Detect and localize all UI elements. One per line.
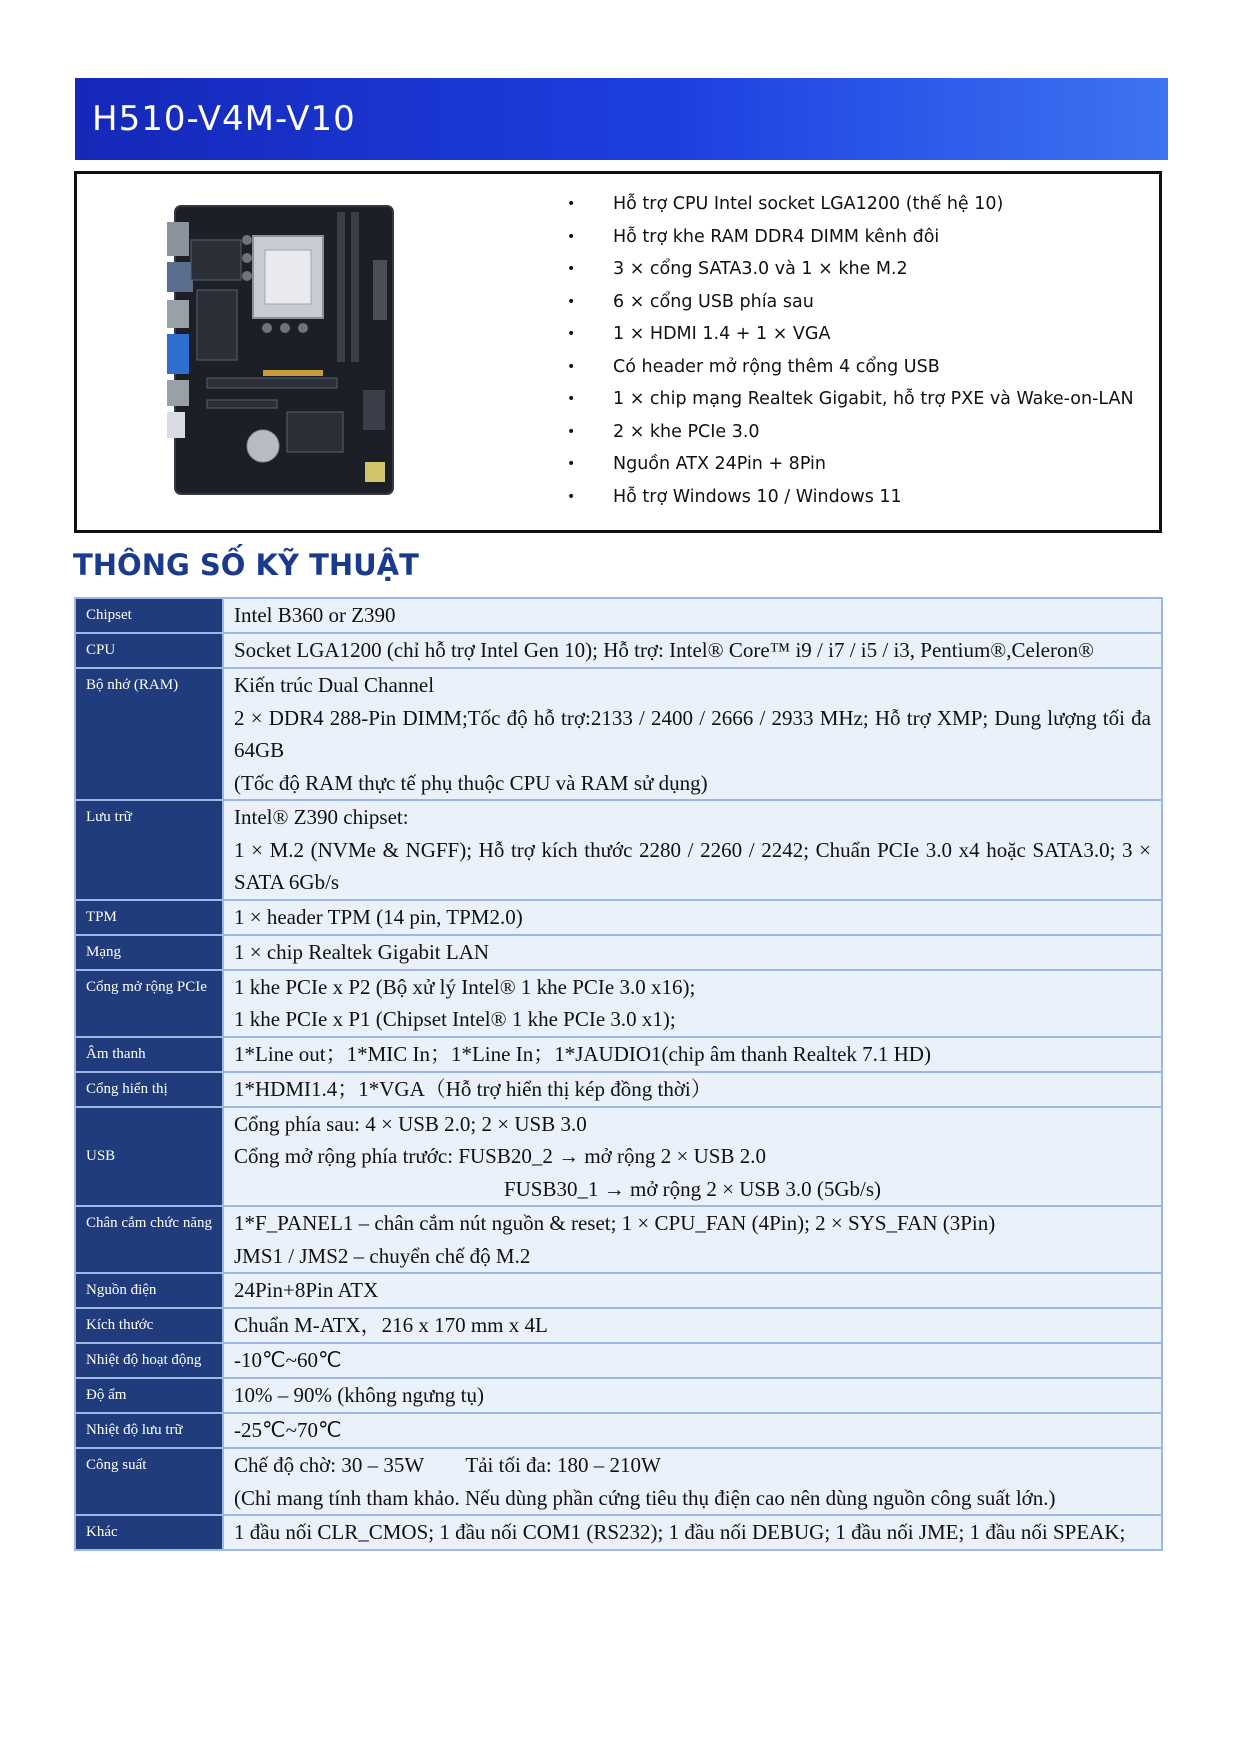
list-item: • 2 × khe PCIe 3.0 [567, 416, 1134, 449]
motherboard-image [167, 200, 397, 500]
spec-label: Nhiệt độ hoạt động [75, 1343, 223, 1378]
spec-value: Cổng phía sau: 4 × USB 2.0; 2 × USB 3.0 Cổng mở rộng phía trước: FUSB20_2 → mở rộng 2 × USB 2.0 FUSB30_1 → mở rộng 2 × USB 3.0 (5Gb/s) [223, 1107, 1162, 1207]
table-row [75, 1273, 1162, 1308]
spec-label: Cổng mở rộng PCIe [75, 970, 223, 1037]
section-title: THÔNG SỐ KỸ THUẬT [73, 548, 419, 582]
table-row [75, 1107, 1162, 1207]
bullet-icon: • [567, 391, 576, 407]
spec-label: Bộ nhớ (RAM) [75, 668, 223, 800]
table-row [75, 1206, 1162, 1273]
spec-value: -10℃~60℃ [223, 1343, 1162, 1378]
spec-label: Mạng [75, 935, 223, 970]
table-row [75, 1072, 1162, 1107]
spec-value: 1*Line out；1*MIC In；1*Line In；1*JAUDIO1(chip âm thanh Realtek 7.1 HD) [223, 1037, 1162, 1072]
spec-label: Khác [75, 1515, 223, 1550]
spec-value: Intel B360 or Z390 [223, 598, 1162, 633]
bullet-icon: • [567, 488, 576, 505]
list-item: • Hỗ trợ khe RAM DDR4 DIMM kênh đôi [567, 221, 1134, 254]
spec-label: TPM [75, 900, 223, 935]
spec-label: Chân cắm chức năng [75, 1206, 223, 1273]
bullet-icon: • [567, 423, 576, 440]
spec-value: Kiến trúc Dual Channel 2 × DDR4 288-Pin DIMM;Tốc độ hỗ trợ:2133 / 2400 / 2666 / 2933 MHz; Hỗ trợ XMP; Dung lượng tối đa 64GB (Tốc độ RAM thực tế phụ thuộc CPU và RAM sử dụng) [223, 668, 1162, 800]
spec-label: Lưu trữ [75, 800, 223, 900]
spec-table [74, 597, 1163, 1551]
title-bar [75, 78, 1168, 160]
table-row [75, 1413, 1162, 1448]
bullet-icon: • [567, 456, 576, 472]
bullet-icon: • [567, 228, 576, 245]
table-row [75, 598, 1162, 633]
spec-label: Cổng hiển thị [75, 1072, 223, 1107]
list-item: • 3 × cổng SATA3.0 và 1 × khe M.2 [567, 253, 1134, 286]
feature-list [567, 188, 1134, 513]
spec-value: 1*HDMI1.4；1*VGA（Hỗ trợ hiển thị kép đồng thời） [223, 1072, 1162, 1107]
spec-label: USB [75, 1107, 223, 1207]
spec-label: Công suất [75, 1448, 223, 1515]
spec-value: Chế độ chờ: 30 – 35W Tải tối đa: 180 – 210W (Chỉ mang tính tham khảo. Nếu dùng phần cứng tiêu thụ điện cao nên dùng nguồn công suất lớn.) [223, 1448, 1162, 1515]
spec-label: Độ ẩm [75, 1378, 223, 1413]
spec-value: 10% – 90% (không ngưng tụ) [223, 1378, 1162, 1413]
table-row [75, 970, 1162, 1037]
list-item: • 1 × chip mạng Realtek Gigabit, hỗ trợ PXE và Wake-on-LAN [567, 383, 1134, 416]
bullet-icon: • [567, 293, 576, 310]
table-row [75, 1515, 1162, 1550]
table-row [75, 800, 1162, 900]
spec-label: Âm thanh [75, 1037, 223, 1072]
product-title: H510-V4M-V10 [92, 99, 356, 139]
list-item: • 1 × HDMI 1.4 + 1 × VGA [567, 318, 1134, 351]
spec-value: 1*F_PANEL1 – chân cắm nút nguồn & reset; 1 × CPU_FAN (4Pin); 2 × SYS_FAN (3Pin) JMS1 / JMS2 – chuyển chế độ M.2 [223, 1206, 1162, 1273]
bullet-icon: • [567, 261, 576, 277]
table-row [75, 1343, 1162, 1378]
spec-value: Chuẩn M-ATX，216 x 170 mm x 4L [223, 1308, 1162, 1343]
table-row [75, 1378, 1162, 1413]
table-row [75, 935, 1162, 970]
spec-label: Nhiệt độ lưu trữ [75, 1413, 223, 1448]
spec-value: -25℃~70℃ [223, 1413, 1162, 1448]
list-item: • Hỗ trợ CPU Intel socket LGA1200 (thế hệ 10) [567, 188, 1134, 221]
spec-value: 1 đầu nối CLR_CMOS; 1 đầu nối COM1 (RS232); 1 đầu nối DEBUG; 1 đầu nối JME; 1 đầu nối SPEAK; [223, 1515, 1162, 1550]
table-row [75, 1037, 1162, 1072]
spec-value: 24Pin+8Pin ATX [223, 1273, 1162, 1308]
bullet-icon: • [567, 358, 576, 375]
spec-label: Chipset [75, 598, 223, 633]
spec-value: 1 × header TPM (14 pin, TPM2.0) [223, 900, 1162, 935]
bullet-icon: • [567, 196, 576, 212]
table-row [75, 900, 1162, 935]
list-item: • Nguồn ATX 24Pin + 8Pin [567, 448, 1134, 481]
spec-value: Socket LGA1200 (chỉ hỗ trợ Intel Gen 10); Hỗ trợ: Intel® Core™ i9 / i7 / i5 / i3, Pentium®,Celeron® [223, 633, 1162, 668]
list-item: • 6 × cổng USB phía sau [567, 286, 1134, 319]
table-row [75, 1448, 1162, 1515]
spec-value: Intel® Z390 chipset: 1 × M.2 (NVMe & NGFF); Hỗ trợ kích thước 2280 / 2260 / 2242; Chuẩn PCIe 3.0 x4 hoặc SATA3.0; 3 × SATA 6Gb/s [223, 800, 1162, 900]
spec-value: 1 khe PCIe x P2 (Bộ xử lý Intel® 1 khe PCIe 3.0 x16); 1 khe PCIe x P1 (Chipset Intel® 1 khe PCIe 3.0 x1); [223, 970, 1162, 1037]
table-row [75, 633, 1162, 668]
overview-box [74, 171, 1162, 533]
list-item: • Có header mở rộng thêm 4 cổng USB [567, 351, 1134, 384]
spec-label: Kích thước [75, 1308, 223, 1343]
spec-label: CPU [75, 633, 223, 668]
table-row [75, 1308, 1162, 1343]
list-item: • Hỗ trợ Windows 10 / Windows 11 [567, 481, 1134, 514]
spec-label: Nguồn điện [75, 1273, 223, 1308]
table-row [75, 668, 1162, 800]
spec-value: 1 × chip Realtek Gigabit LAN [223, 935, 1162, 970]
bullet-icon: • [567, 326, 576, 342]
